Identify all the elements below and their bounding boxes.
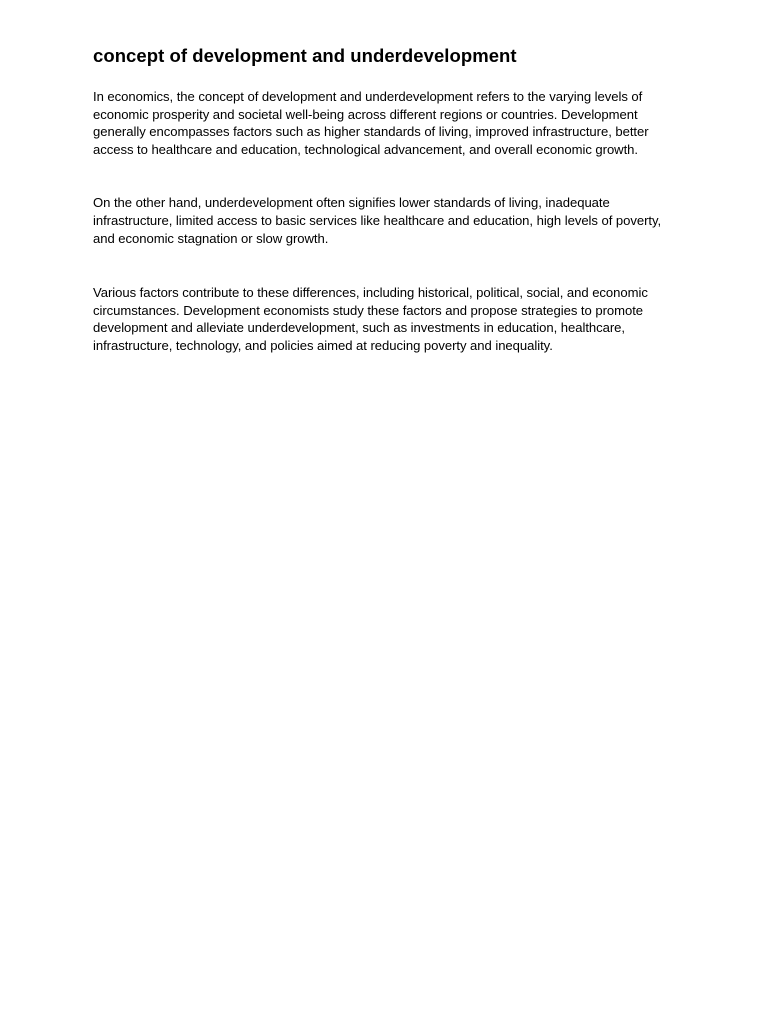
document-title: concept of development and underdevelopment	[93, 45, 517, 66]
paragraph-underdevelopment: On the other hand, underdevelopment often signifies lower standards of living, inadequate infrastructure, limited access to basic services like healthcare and education, high levels of poverty, and economic stagnation or slow growth.	[93, 195, 662, 246]
paragraph-development: In economics, the concept of development and underdevelopment refers to the varying levels of economic prosperity and societal well-being across different regions or countries. Development generally encompasses factors such as higher standards of living, improved infrastructure, better access to healthcare and education, technological advancement, and overall economic growth.	[93, 89, 649, 157]
document-body	[93, 44, 673, 355]
paragraph-factors: Various factors contribute to these differences, including historical, political, social, and economic circumstances. Development economists study these factors and propose strategies to promote development and alleviate underdevelopment, such as investments in education, healthcare, infrastructure, technology, and policies aimed at reducing poverty and inequality.	[93, 285, 648, 353]
